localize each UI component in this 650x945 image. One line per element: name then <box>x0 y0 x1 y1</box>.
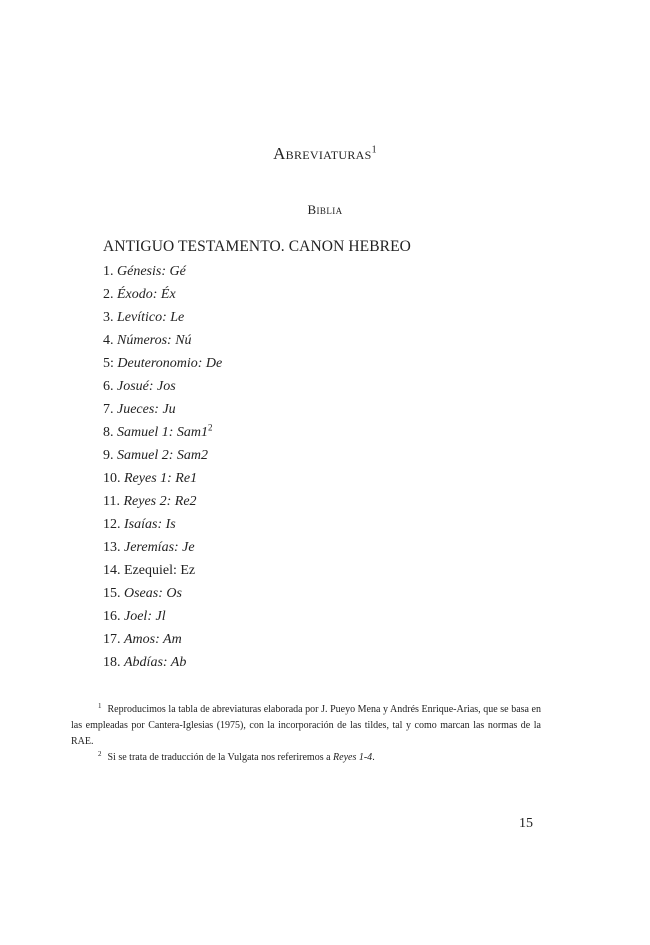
entry-text: Reyes 1: Re1 <box>124 471 198 486</box>
entry-number: 2. <box>103 287 114 302</box>
entry-text: Isaías: Is <box>124 517 176 532</box>
entry-number: 6. <box>103 379 114 394</box>
entry-text: Deuteronomio: De <box>117 356 223 371</box>
entry-text: Ezequiel: Ez <box>124 563 196 578</box>
entry-text: Amos: Am <box>124 632 182 647</box>
entry-text: Levítico: Le <box>117 310 185 325</box>
list-item <box>103 423 222 446</box>
entry-text: Números: Nú <box>117 333 192 348</box>
entry-number: 16. <box>103 609 121 624</box>
entry-footnote-ref[interactable]: 2 <box>208 422 213 433</box>
title-footnote-ref[interactable]: 1 <box>371 144 377 156</box>
list-item <box>103 653 222 676</box>
footnote-text: Reproducimos la tabla de abreviaturas elaborada por J. Pueyo Mena y Andrés Enrique-Arias, que se basa en las empleadas por Cantera-Iglesias (1975), con la incorporación de las tildes, tal y como marcan las normas de la RAE. <box>71 704 541 747</box>
entry-number: 7. <box>103 402 114 417</box>
entry-text: Samuel 2: Sam2 <box>117 448 208 463</box>
entry-number: 3. <box>103 310 114 325</box>
footnote-number: 1 <box>98 701 102 710</box>
entry-number: 15. <box>103 586 121 601</box>
entry-number: 13. <box>103 540 121 555</box>
list-item <box>103 492 222 515</box>
list-item <box>103 285 222 308</box>
entry-text: Reyes 2: Re2 <box>123 494 197 509</box>
entry-text: Abdías: Ab <box>124 655 187 670</box>
entry-text: Génesis: Gé <box>117 264 186 279</box>
entry-number: 1. <box>103 264 114 279</box>
list-item <box>103 469 222 492</box>
footnote-1 <box>71 702 541 750</box>
entry-number: 8. <box>103 425 114 440</box>
entry-text: Samuel 1: Sam1 <box>117 425 208 440</box>
page-title-text: Abreviaturas <box>273 144 372 163</box>
entry-number: 4. <box>103 333 114 348</box>
footnote-emphasis: Reyes 1-4 <box>333 752 373 763</box>
entry-number: 9. <box>103 448 114 463</box>
list-item <box>103 515 222 538</box>
page-number: 15 <box>519 816 533 831</box>
abbreviation-list <box>103 262 222 676</box>
footnote-text: Si se trata de traducción de la Vulgata nos referiremos a <box>107 752 334 763</box>
list-item <box>103 446 222 469</box>
entry-text: Jeremías: Je <box>124 540 195 555</box>
entry-text: Éxodo: Éx <box>117 287 176 302</box>
entry-text: Josué: Jos <box>117 379 176 394</box>
list-item <box>103 262 222 285</box>
page-title <box>0 144 650 164</box>
entry-number: 17. <box>103 632 121 647</box>
entry-number: 14. <box>103 563 121 578</box>
list-item <box>103 630 222 653</box>
entry-number: 11. <box>103 494 120 509</box>
section-subtitle: Biblia <box>307 202 343 217</box>
list-item <box>103 331 222 354</box>
list-item <box>103 584 222 607</box>
list-item <box>103 607 222 630</box>
list-item <box>103 354 222 377</box>
list-item <box>103 400 222 423</box>
footnote-number: 2 <box>98 749 102 758</box>
entry-number: 5: <box>103 356 114 371</box>
footnote-tail: . <box>372 752 375 763</box>
entry-number: 18. <box>103 655 121 670</box>
list-item <box>103 561 222 584</box>
list-item <box>103 377 222 400</box>
footnote-2 <box>71 750 541 766</box>
list-item <box>103 308 222 331</box>
entry-text: Oseas: Os <box>124 586 182 601</box>
entry-text: Jueces: Ju <box>117 402 176 417</box>
footnotes <box>71 702 541 766</box>
section-heading: ANTIGUO TESTAMENTO. CANON HEBREO <box>103 238 411 255</box>
entry-number: 10. <box>103 471 121 486</box>
entry-text: Joel: Jl <box>124 609 166 624</box>
list-item <box>103 538 222 561</box>
entry-number: 12. <box>103 517 121 532</box>
